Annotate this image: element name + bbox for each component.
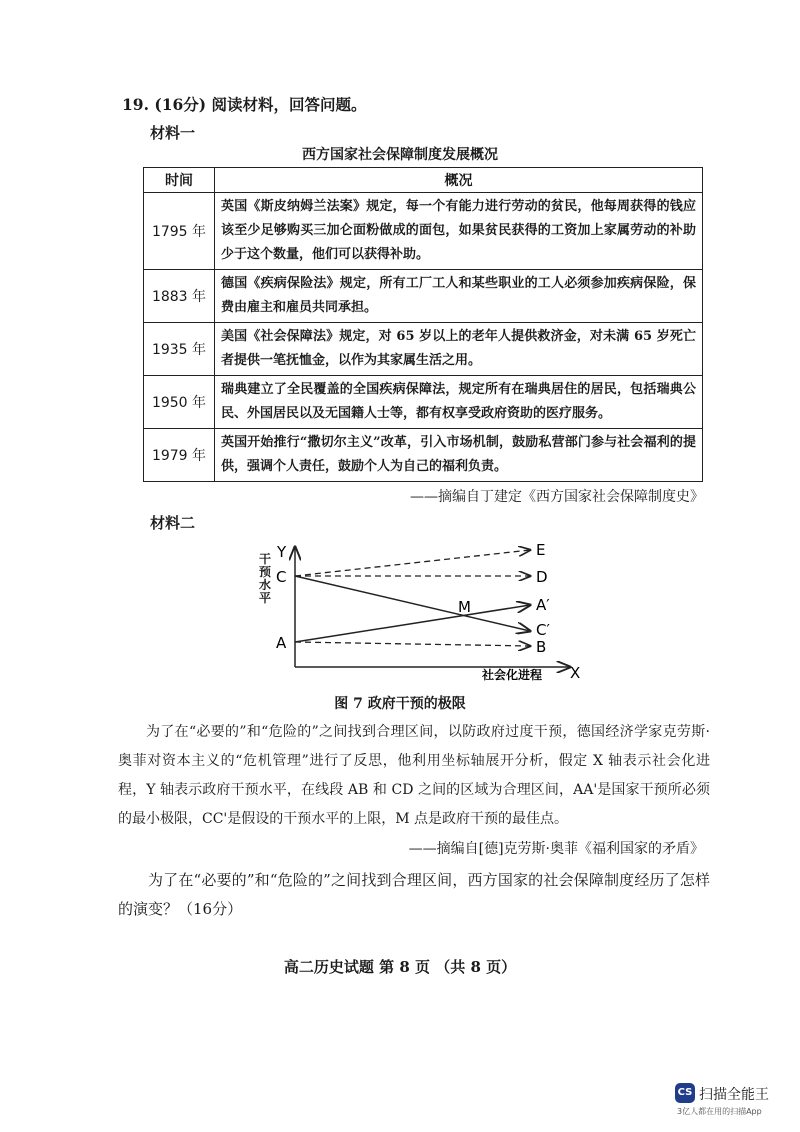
material-1-label: 材料一 (150, 124, 196, 142)
point-c-prime: C′ (536, 621, 550, 639)
point-b: B (536, 638, 547, 656)
row-year: 1883 年 (144, 270, 215, 323)
source-citation-1: ——摘编自丁建定《西方国家社会保障制度史》 (410, 489, 704, 505)
row-year: 1950 年 (144, 376, 215, 429)
page-footer: 高二历史试题 第 8 页 （共 8 页） (283, 958, 517, 976)
point-d: D (536, 568, 548, 586)
question-header: 19. (16分) 阅读材料，回答问题。 (122, 95, 367, 114)
row-text: 英国开始推行“撒切尔主义”改革，引入市场机制，鼓励私营部门参与社会福利的提供，强调个人责任，鼓励个人为自己的福利负责。 (215, 429, 703, 482)
column-header-time: 时间 (144, 168, 215, 193)
point-e: E (536, 541, 546, 559)
watermark-subtitle: 3亿人都在用的扫描App (677, 1107, 762, 1116)
table-row (144, 376, 703, 429)
x-axis-label: X (570, 664, 580, 682)
table-row (144, 429, 703, 482)
table-row (144, 193, 703, 270)
source-citation-2: ——摘编自[德]克劳斯·奥菲《福利国家的矛盾》 (408, 841, 704, 857)
table-header-row (144, 168, 703, 193)
row-year: 1979 年 (144, 429, 215, 482)
row-year: 1795 年 (144, 193, 215, 270)
line-ab (295, 642, 530, 646)
figure-caption: 图 7 政府干预的极限 (334, 696, 466, 712)
point-m: M (458, 598, 471, 616)
row-text: 瑞典建立了全民覆盖的全国疾病保障法，规定所有在瑞典居住的居民，包括瑞典公民、外国居民以及无国籍人士等，都有权享受政府资助的医疗服务。 (215, 376, 703, 429)
line-ce (295, 550, 530, 576)
question-prompt: 为了在“必要的”和“危险的”之间找到合理区间，西方国家的社会保障制度经历了怎样的演变？（16分） (118, 871, 710, 918)
table-row (144, 323, 703, 376)
row-text: 德国《疾病保险法》规定，所有工厂工人和某些职业的工人必须参加疾病保险，保费由雇主和雇员共同承担。 (215, 270, 703, 323)
row-year: 1935 年 (144, 323, 215, 376)
row-text: 美国《社会保障法》规定，对 65 岁以上的老年人提供救济金，对未满 65 岁死亡者提供一笔抚恤金，以作为其家属生活之用。 (215, 323, 703, 376)
column-header-overview: 概况 (215, 168, 703, 193)
table-title: 西方国家社会保障制度发展概况 (302, 147, 498, 163)
x-axis-title: 社会化进程 (482, 668, 543, 682)
material-2-label: 材料二 (150, 514, 196, 532)
intervention-diagram (250, 535, 580, 685)
point-c: C (276, 568, 287, 586)
table-row (144, 270, 703, 323)
y-axis-title: 干预水平 (259, 552, 272, 605)
camscanner-logo-icon: CS (675, 1083, 695, 1103)
row-text: 英国《斯皮纳姆兰法案》规定，每一个有能力进行劳动的贫民，他每周获得的钱应该至少足够购买三加仑面粉做成的面包，如果贫民获得的工资加上家属劳动的补助少于这个数量，他们可以获得补助。 (215, 193, 703, 270)
material-2-paragraph: 为了在“必要的”和“危险的”之间找到合理区间，以防政府过度干预，德国经济学家克劳斯·奥菲对资本主义的“危机管理”进行了反思，他利用坐标轴展开分析，假定 X 轴表示社会化进程，Y 轴表示政府干预水平，在线段 AB 和 CD 之间的区域为合理区间，AA'是国家干预所必须的最小极限，CC'是假设的干预水平的上限，M 点是政府干预的最佳点。 (118, 724, 710, 827)
point-a: A (276, 634, 287, 652)
watermark-name: 扫描全能王 (699, 1087, 769, 1103)
history-table (143, 167, 703, 482)
point-a-prime: A′ (536, 596, 550, 614)
y-axis-label: Y (277, 543, 287, 561)
